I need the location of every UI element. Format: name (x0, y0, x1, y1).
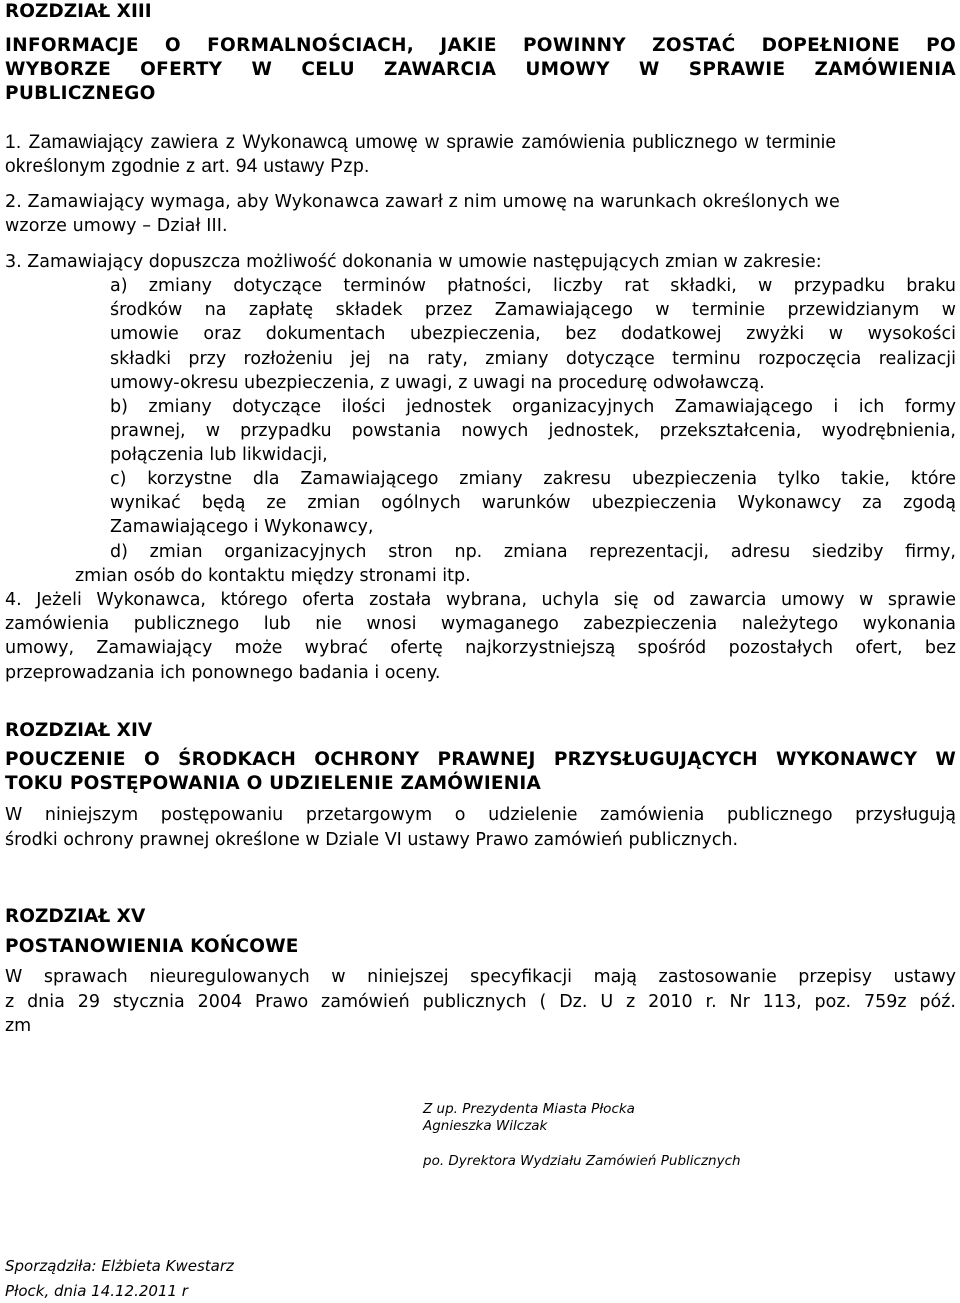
list-line: Zamawiającego i Wykonawcy, (110, 517, 374, 538)
heading-line: WYBORZE OFERTY W CELU ZAWARCIA UMOWY W SPRAWIE ZAMÓWIENIA (5, 59, 956, 80)
prepared-by: Sporządziła: Elżbieta Kwestarz (5, 1257, 234, 1275)
signature-name: Agnieszka Wilczak (423, 1118, 548, 1134)
chapter-15-title: ROZDZIAŁ XV (5, 906, 146, 927)
chapter-15-heading: POSTANOWIENIA KOŃCOWE (5, 936, 299, 957)
list-line: zmian osób do kontaktu między stronami itp. (75, 566, 471, 586)
chapter-14-heading (5, 748, 956, 796)
list-line: prawnej, w przypadku powstania nowych jednostek, przekształcenia, wyodrębnienia, (110, 421, 956, 442)
chapter-15-body (5, 965, 956, 1039)
chapter-13-title: ROZDZIAŁ XIII (5, 1, 152, 22)
heading-line: POUCZENIE O ŚRODKACH OCHRONY PRAWNEJ PRZYSŁUGUJĄCYCH WYKONAWCY W (5, 749, 956, 770)
paragraph-line: 1. Zamawiający zawiera z Wykonawcą umowę w sprawie zamówienia publicznego w terminie (5, 132, 837, 153)
list-item-b (110, 395, 956, 468)
paragraph-line: umowy, Zamawiający może wybrać ofertę najkorzystniejszą spośród pozostałych ofert, bez (5, 638, 956, 659)
paragraph-line: W sprawach nieuregulowanych w niniejszej specyfikacji mają zastosowanie przepisy ustawy (5, 967, 956, 987)
paragraph-2 (5, 190, 956, 238)
paragraph-line: 2. Zamawiający wymaga, aby Wykonawca zawarł z nim umowę na warunkach określonych we (5, 192, 840, 212)
place-date: Płock, dnia 14.12.2011 r (5, 1282, 188, 1300)
list-line: składki przy rozłożeniu jej na raty, zmiany dotyczące terminu rozpoczęcia realizacji (110, 348, 956, 369)
list-line: połączenia lub likwidacji, (110, 445, 328, 466)
list-item-a (110, 274, 956, 395)
list-item-d (110, 540, 956, 564)
list-item-d-continued (75, 564, 955, 588)
paragraph-4 (5, 588, 956, 685)
list-item-c (110, 467, 956, 540)
paragraph-line: W niniejszym postępowaniu przetargowym o udzielenie zamówienia publicznego przysługują (5, 805, 956, 825)
paragraph-line: z dnia 29 stycznia 2004 Prawo zamówień publicznych ( Dz. U z 2010 r. Nr 113, poz. 759z póź. (5, 991, 956, 1012)
list-line: a) zmiany dotyczące terminów płatności, liczby rat składki, w przypadku braku (110, 276, 956, 296)
list-line: b) zmiany dotyczące ilości jednostek organizacyjnych Zamawiającego i ich formy (110, 397, 956, 417)
paragraph-line: zamówienia publicznego lub nie wnosi wymaganego zabezpieczenia należytego wykonania (5, 614, 956, 635)
list-line: d) zmian organizacyjnych stron np. zmiana reprezentacji, adresu siedziby firmy, (110, 542, 956, 562)
paragraph-line: wzorze umowy – Dział III. (5, 216, 228, 236)
chapter-14-title: ROZDZIAŁ XIV (5, 720, 153, 741)
paragraph-line: 4. Jeżeli Wykonawca, którego oferta została wybrana, uchyla się od zawarcia umowy w sprawie (5, 590, 956, 610)
paragraph-3-intro (5, 250, 956, 274)
paragraph-1 (5, 131, 956, 179)
paragraph-line: przeprowadzania ich ponownego badania i oceny. (5, 662, 441, 683)
paragraph-line: zm (5, 1016, 32, 1036)
chapter-14-body (5, 803, 956, 852)
list-line: środków na zapłatę składek przez Zamawiającego w terminie przewidzianym w (110, 300, 956, 321)
list-line: umowie oraz dokumentach ubezpieczenia, bez dodatkowej zwyżki w wysokości (110, 324, 956, 345)
paragraph-line: 3. Zamawiający dopuszcza możliwość dokonania w umowie następujących zmian w zakresie: (5, 252, 822, 272)
list-line: wynikać będą ze zmian ogólnych warunków ubezpieczenia Wykonawcy za zgodą (110, 493, 956, 514)
paragraph-line: środki ochrony prawnej określone w Dziale VI ustawy Prawo zamówień publicznych. (5, 829, 739, 850)
heading-line: TOKU POSTĘPOWANIA O UDZIELENIE ZAMÓWIENIA (5, 773, 542, 794)
heading-line: PUBLICZNEGO (5, 83, 156, 104)
chapter-13-heading (5, 34, 956, 106)
list-line: umowy-okresu ubezpieczenia, z uwagi, z uwagi na procedurę odwoławczą. (110, 372, 765, 393)
list-line: c) korzystne dla Zamawiającego zmiany zakresu ubezpieczenia tylko takie, które (110, 469, 956, 489)
signature-line-1: Z up. Prezydenta Miasta Płocka (423, 1101, 635, 1117)
signature-position: po. Dyrektora Wydziału Zamówień Publicznych (423, 1153, 741, 1169)
heading-line: INFORMACJE O FORMALNOŚCIACH, JAKIE POWINNY ZOSTAĆ DOPEŁNIONE PO (5, 35, 956, 56)
paragraph-line: określonym zgodnie z art. 94 ustawy Pzp. (5, 156, 370, 177)
